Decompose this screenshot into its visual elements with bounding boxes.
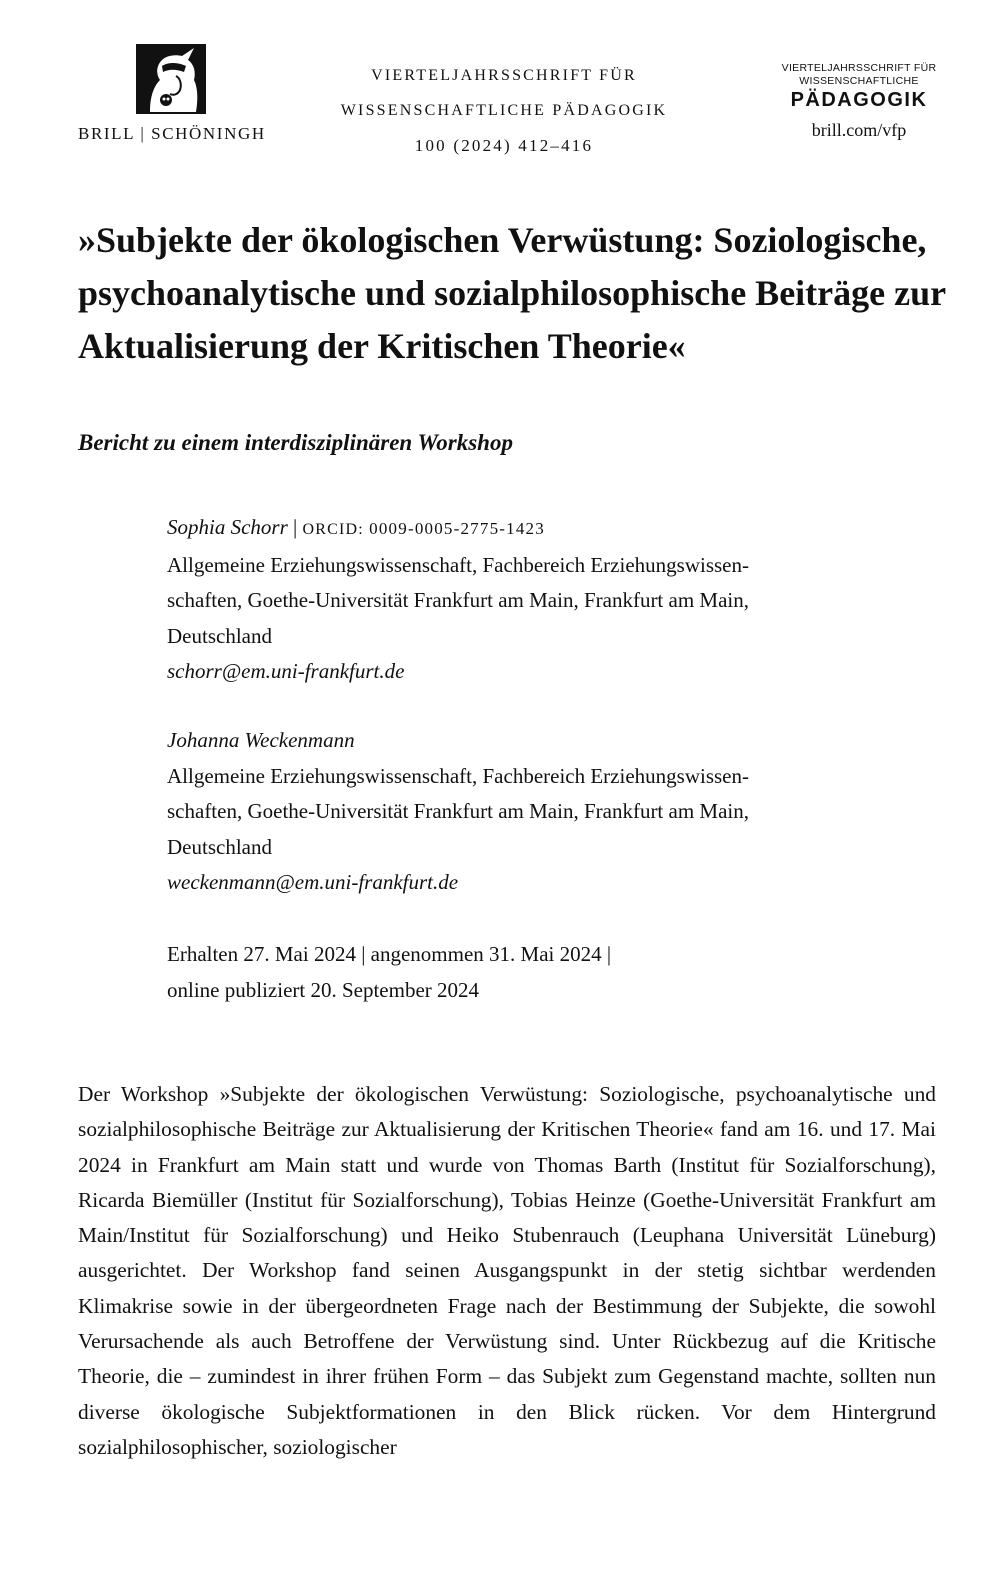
orcid-label: ORCID: [302,521,364,538]
author-name: Johanna Weckenmann [167,728,355,752]
author-affiliation-line: Deutschland [167,623,272,648]
publisher-logo-block [78,44,268,144]
journal-header [318,58,690,163]
author-block [167,510,867,690]
author-header [167,510,867,548]
author-email-link[interactable]: weckenmann@em.uni-frankfurt.de [167,870,459,894]
article-subtitle: Bericht zu einem interdisziplinären Workshop [78,430,513,455]
journal-brand [770,62,948,141]
author-separator: | [287,515,303,539]
journal-title-line1: VIERTELJAHRSSCHRIFT FÜR [371,67,637,84]
article-title: »Subjekte der ökologischen Verwüstung: Soziologische, psychoanalytische und sozialphilosophische Beiträge zur Aktualisierung der Kritischen Theorie« [78,220,946,366]
author-affiliation-line: schaften, Goethe-Universität Frankfurt am Main, Frankfurt am Main, [167,799,750,823]
journal-title-line2: WISSENSCHAFTLICHE PÄDAGOGIK [340,102,668,119]
publication-dates [167,937,867,1008]
journal-url-link[interactable]: brill.com/vfp [811,120,907,140]
author-affiliation-line: schaften, Goethe-Universität Frankfurt am Main, Frankfurt am Main, [167,588,750,612]
author-affiliation-line: Deutschland [167,834,272,859]
author-name: Sophia Schorr [167,515,288,539]
journal-brand-wordmark: PÄDAGOGIK [790,89,928,111]
journal-volume: 100 (2024) 412–416 [414,136,594,155]
journal-brand-line2: WISSENSCHAFTLICHE [799,75,919,87]
brill-athena-logo-icon [136,44,206,114]
author-affiliation-line: Allgemeine Erziehungswissenschaft, Fachbereich Erziehungswissen- [167,763,749,788]
author-affiliation-line: Allgemeine Erziehungswissenschaft, Fachbereich Erziehungswissen- [167,552,749,577]
author-email-link[interactable]: schorr@em.uni-frankfurt.de [167,659,405,683]
author-block [167,723,867,901]
body-paragraph: Der Workshop »Subjekte der ökologischen Verwüstung: Soziologische, psychoanalytische und sozialphilosophische Beiträge zur Aktualisierung der Kritischen Theorie« fand am 16. und 17. Mai 2024 in Frankfurt am Main statt und wurde von Thomas Barth (Institut für Sozialforschung), Ricarda Biemüller (Institut für Sozialforschung), Tobias Heinze (Goethe-Universität Frankfurt am Main/Institut für Sozialforschung) und Heiko Stubenrauch (Leuphana Universität Lüneburg) ausgerichtet. Der Workshop fand seinen Ausgangspunkt in der stetig sichtbar werdenden Klimakrise sowie in der übergeordneten Frage nach der Bestimmung der Subjekte, die sowohl Verursachende als auch Betroffene der Verwüstung sind. Unter Rückbezug auf die Kritische Theorie, die – zumindest in ihrer frühen Form – das Subjekt zum Gegenstand machte, sollten nun diverse ökologische Subjektformationen in den Blick rücken. Vor dem Hintergrund sozialphilosophischer, soziologischer [78,1082,936,1459]
orcid-link[interactable]: 0009-0005-2775-1423 [369,519,545,538]
journal-brand-line1: VIERTELJAHRSSCHRIFT FÜR [781,62,937,74]
dates-line: online publiziert 20. September 2024 [167,977,480,1002]
dates-line: Erhalten 27. Mai 2024 | angenommen 31. Mai 2024 | [167,942,612,966]
publisher-name: BRILL | SCHÖNINGH [78,124,266,143]
